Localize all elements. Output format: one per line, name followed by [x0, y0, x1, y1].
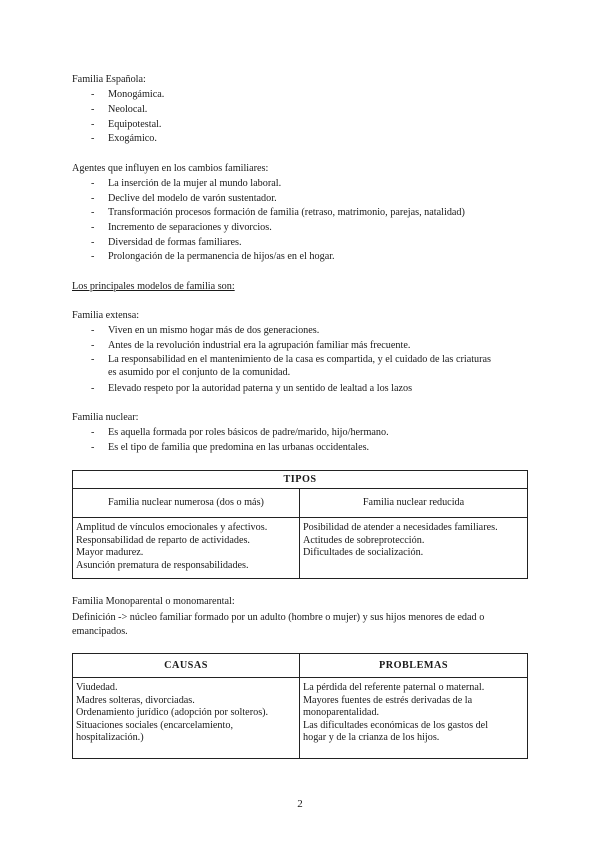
cell-line: Asunción prematura de responsabilidades.: [76, 559, 249, 571]
section-heading-modelos: Los principales modelos de familia son:: [72, 281, 235, 292]
problemas-header: PROBLEMAS: [300, 654, 528, 678]
definition-line: Definición -> núcleo familiar formado por un adulto (hombre o mujer) y sus hijos menores de edad o: [72, 612, 485, 623]
cell-line: Mayor madurez.: [76, 547, 144, 558]
causas-problemas-table: [72, 653, 528, 759]
cell-line: Posibilidad de atender a necesidades familiares.: [303, 522, 498, 533]
tipos-col2-header: Familia nuclear reducida: [300, 489, 528, 518]
tipos-col2-cell: [300, 518, 528, 579]
section-heading-monoparental: Familia Monoparental o monomarental:: [72, 596, 235, 607]
cell-line: Responsabilidad de reparto de actividades.: [76, 534, 250, 546]
definition-line: emancipados.: [72, 626, 128, 637]
cell-line: monoparentalidad.: [303, 707, 380, 718]
cell-line: Actitudes de sobreprotección.: [303, 534, 425, 546]
tipos-col1-cell: [73, 518, 300, 579]
cell-line: La pérdida del referente paternal o maternal.: [303, 682, 485, 693]
cell-line: Situaciones sociales (encarcelamiento,: [76, 719, 233, 731]
section-heading-agentes: Agentes que influyen en los cambios familiares:: [72, 163, 269, 174]
cell-line: Madres solteras, divorciadas.: [76, 694, 195, 706]
tipos-col1-header: Familia nuclear numerosa (dos o más): [73, 489, 300, 518]
cell-line: Las dificultades económicas de los gastos del: [303, 719, 489, 731]
problemas-cell: [300, 678, 528, 759]
section-heading-espanola: Familia Española:: [72, 74, 146, 85]
cell-line: Mayores fuentes de estrés derivadas de la: [303, 694, 473, 706]
causas-header: CAUSAS: [73, 654, 300, 678]
cell-line: hospitalización.): [76, 732, 144, 743]
section-heading-nuclear: Familia nuclear:: [72, 412, 139, 423]
tipos-table: [72, 470, 528, 579]
list-item-continuation: es asumido por el conjunto de la comunidad.: [108, 367, 291, 378]
document-page: Familia Española: - Monogámica. - Neolocal. - Equipotestal. - Exogámico. Agentes que influyen en los cambios familiares: - La inserción de la mujer al mundo laboral. - Declive del modelo de varón sustentador. - Transformación procesos formación de familia (retraso, matrimonio, parejas, natalidad) - Incremento de separaciones y divorcios. - Diversidad de formas familiares. - Prolongación de la permanencia de hijos/as en el hogar. Los principales modelos de familia son: Familia extensa: - Viven en un mismo hogar más de dos generaciones. - Antes de la revolución industrial era la agrupación familiar más frecuente. - La responsabilidad en el mantenimiento de la casa es compartida, y el cuidado de las criaturas es asumido por el conjunto de la comunidad. - Elevado respeto por la autoridad paterna y un sentido de lealtad a los lazos Familia nuclear: - Es aquella formada por roles básicos de padre/marido, hijo/hermano. - Es el tipo de familia que predomina en las urbanas occidentales. TIPOS Familia nuclear numerosa (dos o más) Familia nuclear reducida Amplitud de vínculos emocionales y afectivos. Responsabilidad de reparto de actividades. Mayor madurez. Asunción prematura de responsabilidades. Posibilidad de atender a necesidades familiares. Actitudes de sobreprotección. Dificultades de socialización. Familia Monoparental o monomarental: Definición -> núcleo familiar formado por un adulto (hombre o mujer) y sus hijos menores de edad o emancipados. CAUSAS PROBLEMAS Viudedad. Madres solteras, divorciadas. Ordenamiento jurídico (adopción por solteros). Situaciones sociales (encarcelamiento, hospitalización.) La pérdida del referente paternal o maternal. Mayores fuentes de estrés derivadas de la monoparentalidad. Las dificultades económicas de los gastos del hogar y de la crianza de los hijos. 2: [0, 0, 600, 848]
cell-line: Ordenamiento jurídico (adopción por solteros).: [76, 707, 269, 718]
tipos-table-title: TIPOS: [73, 471, 528, 489]
cell-line: hogar y de la crianza de los hijos.: [303, 732, 440, 743]
cell-line: Amplitud de vínculos emocionales y afectivos.: [76, 522, 268, 533]
causas-cell: [73, 678, 300, 759]
section-heading-extensa: Familia extensa:: [72, 310, 140, 321]
cell-line: Dificultades de socialización.: [303, 547, 424, 558]
page-number: 2: [297, 798, 303, 810]
cell-line: Viudedad.: [76, 682, 118, 693]
